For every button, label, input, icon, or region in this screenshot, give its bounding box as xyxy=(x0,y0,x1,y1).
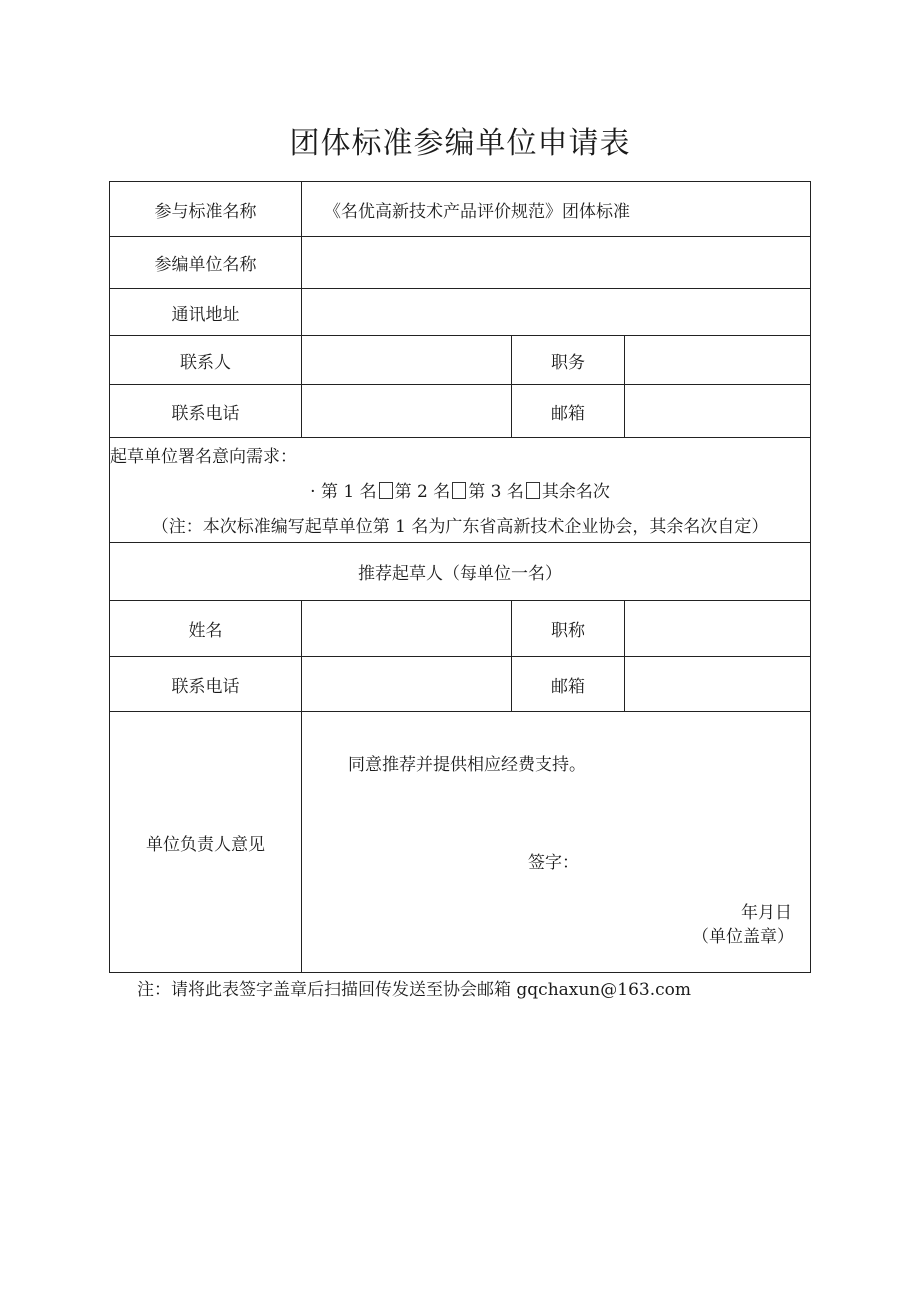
email-field[interactable] xyxy=(625,385,811,438)
drafter-email-label: 邮箱 xyxy=(512,657,625,712)
row-recommend-heading xyxy=(110,543,811,601)
address-label: 通讯地址 xyxy=(110,289,302,336)
option-third-label: 第 3 名 xyxy=(468,482,524,502)
row-standard-name xyxy=(110,182,811,237)
seal-label: （单位盖章） xyxy=(692,927,795,947)
drafting-cell xyxy=(110,438,811,543)
recommend-heading: 推荐起草人（每单位一名） xyxy=(110,543,811,601)
drafter-title-label: 职称 xyxy=(512,601,625,657)
option-second-label: 第 2 名 xyxy=(394,482,451,502)
drafting-heading: 起草单位署名意向需求： xyxy=(110,447,297,467)
contact-label: 联系人 xyxy=(110,336,302,385)
row-phone xyxy=(110,385,811,438)
agree-text: 同意推荐并提供相应经费支持。 xyxy=(348,755,586,775)
date-label: 年月日 xyxy=(741,903,793,923)
opinion-label: 单位负责人意见 xyxy=(110,712,302,973)
option-third-checkbox[interactable] xyxy=(526,482,540,499)
signature-label: 签字： xyxy=(528,853,579,873)
page-title: 团体标准参编单位申请表 xyxy=(289,126,631,161)
application-form-table xyxy=(109,181,811,973)
drafter-title-field[interactable] xyxy=(625,601,811,657)
drafting-options xyxy=(110,477,810,502)
option-first-checkbox[interactable] xyxy=(379,482,393,499)
bullet: · xyxy=(310,482,316,502)
row-recommend-name xyxy=(110,601,811,657)
option-first-label: 第 1 名 xyxy=(320,482,377,502)
standard-name-value: 《名优高新技术产品评价规范》团体标准 xyxy=(302,182,811,237)
drafter-name-label: 姓名 xyxy=(110,601,302,657)
phone-label: 联系电话 xyxy=(110,385,302,438)
phone-field[interactable] xyxy=(302,385,512,438)
row-contact xyxy=(110,336,811,385)
opinion-cell[interactable] xyxy=(302,712,811,973)
option-rest-label: 其余名次 xyxy=(541,482,610,502)
row-opinion xyxy=(110,712,811,973)
email-label: 邮箱 xyxy=(512,385,625,438)
drafter-email-field[interactable] xyxy=(625,657,811,712)
drafter-name-field[interactable] xyxy=(302,601,512,657)
footer-note: 注：请将此表签字盖章后扫描回传发送至协会邮箱 gqchaxun@163.com xyxy=(137,980,691,1000)
row-address xyxy=(110,289,811,336)
address-field[interactable] xyxy=(302,289,811,336)
position-field[interactable] xyxy=(625,336,811,385)
drafter-phone-field[interactable] xyxy=(302,657,512,712)
row-drafting xyxy=(110,438,811,543)
standard-name-label: 参与标准名称 xyxy=(110,182,302,237)
contact-field[interactable] xyxy=(302,336,512,385)
row-recommend-phone xyxy=(110,657,811,712)
unit-name-label: 参编单位名称 xyxy=(110,237,302,289)
option-second-checkbox[interactable] xyxy=(452,482,466,499)
unit-name-field[interactable] xyxy=(302,237,811,289)
row-unit-name xyxy=(110,237,811,289)
drafter-phone-label: 联系电话 xyxy=(110,657,302,712)
drafting-note: （注：本次标准编写起草单位第 1 名为广东省高新技术企业协会，其余名次自定） xyxy=(151,517,769,537)
position-label: 职务 xyxy=(512,336,625,385)
